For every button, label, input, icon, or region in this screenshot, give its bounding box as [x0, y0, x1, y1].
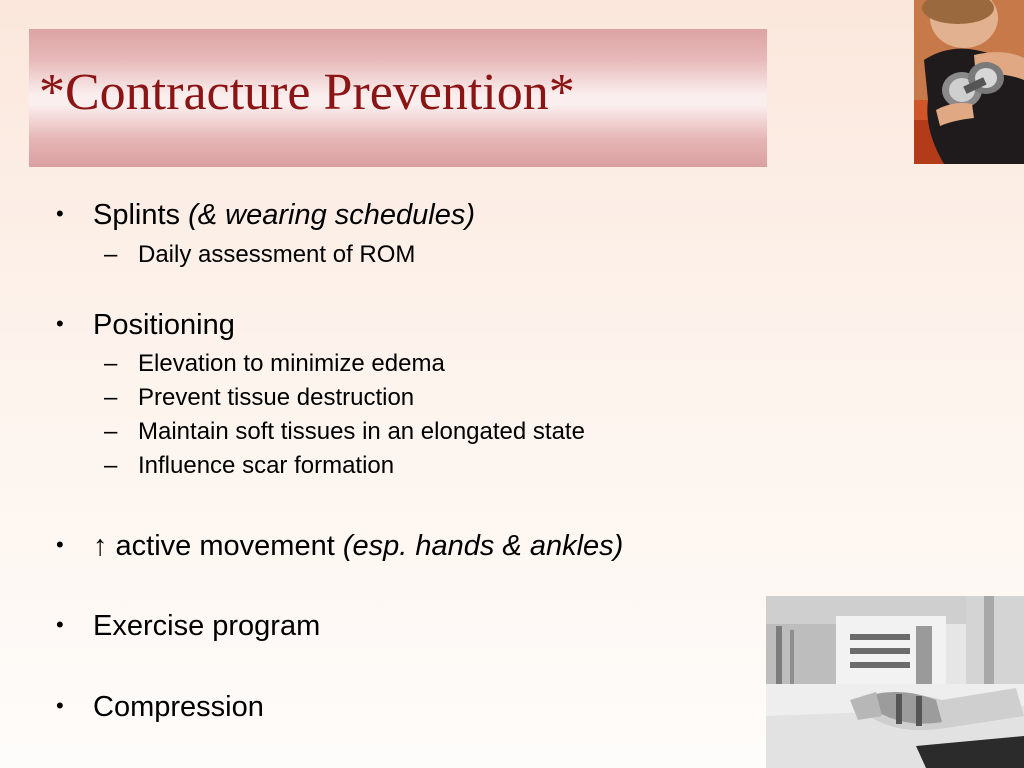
photo-woman-dumbbell	[914, 0, 1024, 164]
subitem-text: Elevation to minimize edema	[138, 350, 445, 377]
leg-splint-image	[766, 596, 1024, 768]
subitem-text: Influence scar formation	[138, 452, 395, 479]
bullet-glyph: •	[56, 693, 64, 718]
bullet-text: ↑ active movement	[93, 530, 335, 562]
bullet-glyph: •	[56, 311, 64, 336]
photo-leg-splint	[766, 596, 1024, 768]
bullet-text: Splints	[93, 199, 181, 231]
dash-glyph: –	[104, 418, 118, 445]
bullet-glyph: •	[56, 532, 64, 557]
title-band	[29, 29, 767, 167]
bullet-italic: (esp. hands & ankles)	[342, 530, 624, 562]
slide-title: *Contracture Prevention*	[39, 64, 575, 121]
bullet-glyph: •	[56, 201, 64, 226]
subitem-text: Daily assessment of ROM	[138, 241, 416, 268]
bullet-text: Positioning	[93, 309, 235, 341]
bullet-italic: (& wearing schedules)	[188, 199, 476, 231]
bullet-glyph: •	[56, 612, 64, 637]
bullet-text: Exercise program	[93, 610, 321, 642]
dash-glyph: –	[104, 452, 118, 479]
woman-dumbbell-image	[914, 0, 1024, 164]
dash-glyph: –	[104, 384, 118, 411]
bullet-text: Compression	[93, 691, 264, 723]
dash-glyph: –	[104, 350, 118, 377]
subitem-text: Maintain soft tissues in an elongated state	[138, 418, 585, 445]
dash-glyph: –	[104, 241, 118, 268]
subitem-text: Prevent tissue destruction	[138, 384, 415, 411]
